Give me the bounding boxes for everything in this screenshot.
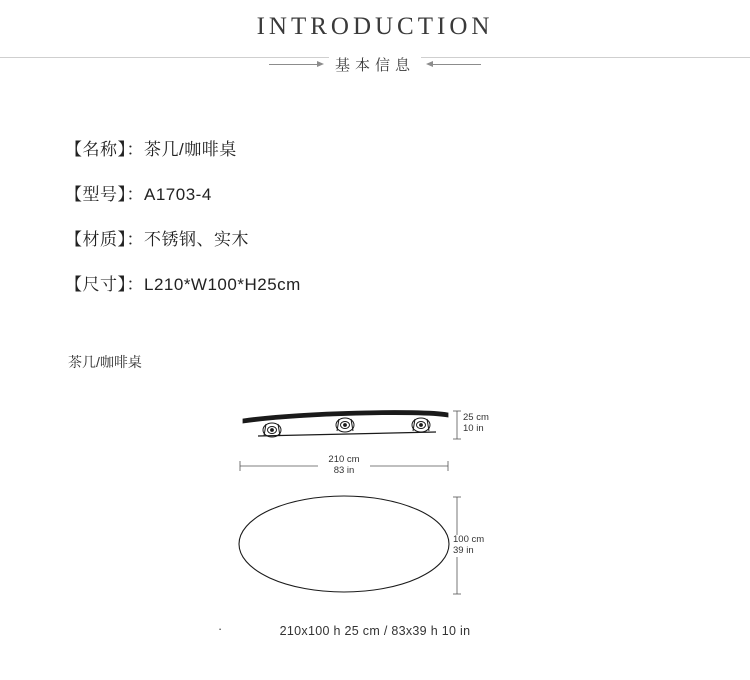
height-dimension-line [453,411,461,439]
spec-value-size: L210*W100*H25cm [144,275,301,294]
header-subtitle-group [0,54,750,75]
spec-value-model: A1703-4 [144,185,212,204]
spec-label-size: 【尺寸】： [65,275,144,294]
caption-bullet: · [218,622,223,636]
dimension-drawing [0,394,750,644]
page-header [0,0,750,75]
subtitle-left-arrow-icon [269,64,317,65]
spec-value-name: 茶几/咖啡桌 [144,140,237,159]
table-legs [258,418,436,437]
spec-row [65,172,750,217]
spec-row [65,217,750,262]
spec-label-model: 【型号】： [65,185,144,204]
spec-value-material: 不锈钢、实木 [144,230,249,249]
spec-row [65,127,750,172]
length-dimension-label: 210 cm 83 in [328,454,360,476]
spec-label-material: 【材质】： [65,230,144,249]
page-subtitle: 基本信息 [329,54,421,75]
height-dimension-label: 25 cm 10 in [463,412,489,434]
spec-list [0,127,750,307]
spec-row [65,262,750,307]
table-top-view-shape [239,496,449,592]
spec-label-name: 【名称】： [65,140,144,159]
dimension-drawing-svg [0,394,750,644]
subtitle-right-arrow-icon [433,64,481,65]
product-name: 茶几/咖啡桌 [68,354,142,370]
page-title: INTRODUCTION [256,13,494,40]
width-dimension-label: 100 cm 39 in [453,534,485,556]
drawing-caption: 210x100 h 25 cm / 83x39 h 10 in [279,624,471,638]
